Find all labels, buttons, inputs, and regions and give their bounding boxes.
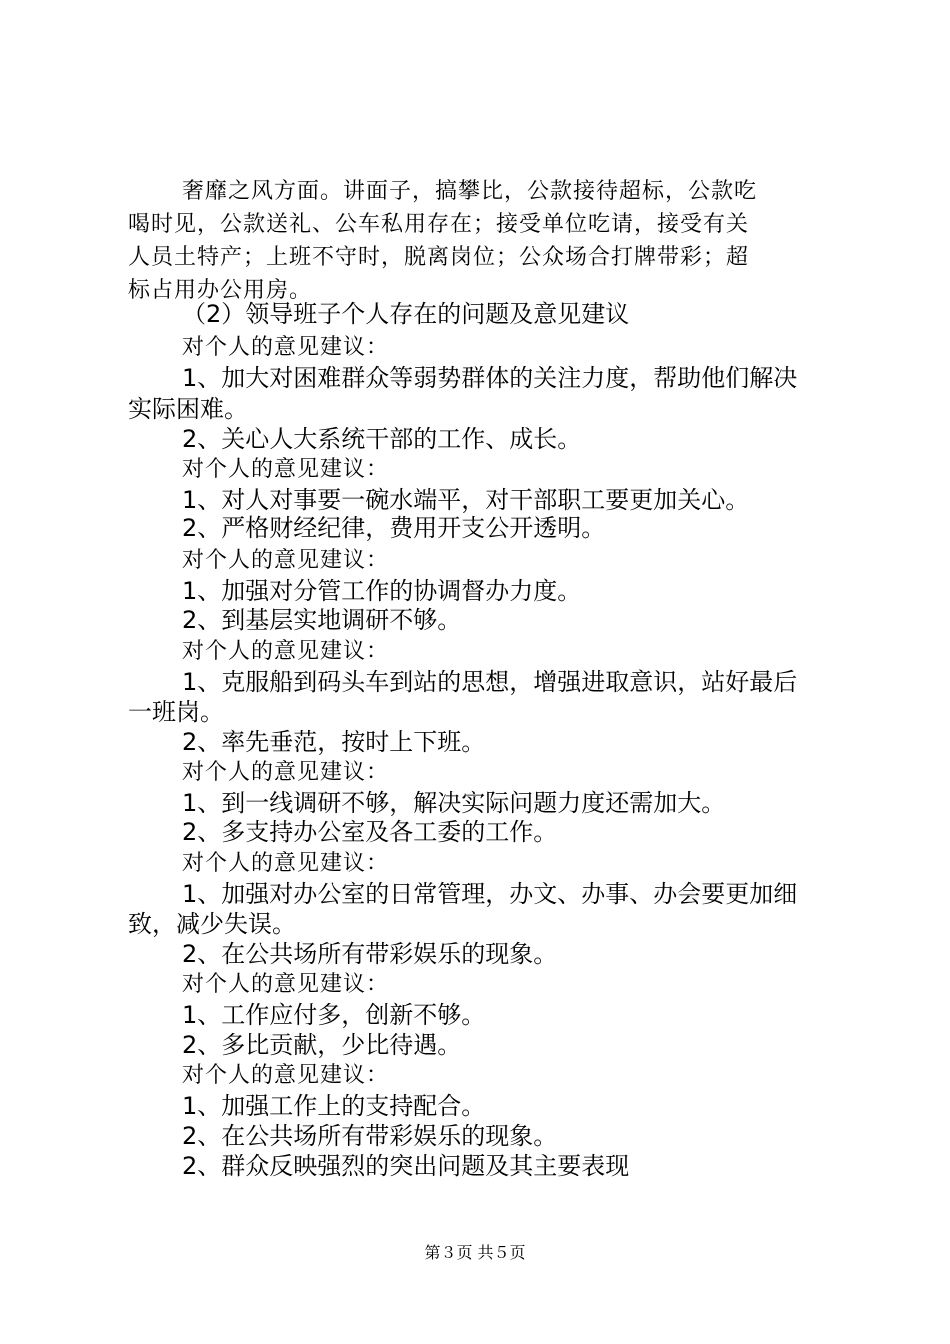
suggestion-item-cont: 致，减少失误。 [128, 910, 296, 938]
suggestion-heading: 对个人的意见建议： [182, 639, 390, 664]
suggestion-heading: 对个人的意见建议： [182, 1063, 390, 1088]
suggestion-heading: 对个人的意见建议： [182, 760, 390, 785]
suggestion-item: 1、加强对办公室的日常管理，办文、办事、办会要更加细 [182, 880, 798, 908]
suggestion-item: 2、多比贡献，少比待遇。 [182, 1031, 462, 1059]
suggestion-item: 2、在公共场所有带彩娱乐的现象。 [182, 1122, 558, 1150]
suggestion-heading: 对个人的意见建议： [182, 972, 390, 997]
intro-line-2: 喝时见，公款送礼、公车私用存在；接受单位吃请，接受有关 [128, 212, 750, 237]
intro-line-3: 人员土特产；上班不守时，脱离岗位；公众场合打牌带彩；超 [128, 245, 750, 270]
suggestion-item: 2、多支持办公室及各工委的工作。 [182, 818, 558, 846]
suggestion-item: 2、关心人大系统干部的工作、成长。 [182, 425, 582, 453]
suggestion-heading: 对个人的意见建议： [182, 548, 390, 573]
suggestion-item: 1、克服船到码头车到站的思想，增强进取意识，站好最后 [182, 668, 798, 696]
intro-line-4: 标占用办公用房。 [128, 278, 313, 303]
suggestion-item: 1、工作应付多，创新不够。 [182, 1001, 486, 1029]
suggestion-item: 2、严格财经纪律，费用开支公开透明。 [182, 514, 606, 542]
suggestion-heading: 对个人的意见建议： [182, 457, 390, 482]
suggestion-heading: 对个人的意见建议： [182, 851, 390, 876]
suggestion-item: 1、对人对事要一碗水端平，对干部职工要更加关心。 [182, 486, 750, 514]
suggestion-item: 2、率先垂范，按时上下班。 [182, 728, 486, 756]
suggestion-item: 1、到一线调研不够，解决实际问题力度还需加大。 [182, 789, 726, 817]
suggestion-item: 2、到基层实地调研不够。 [182, 606, 462, 634]
page-number-footer: 第３页 共５页 [424, 1243, 526, 1262]
suggestion-item: 1、加大对困难群众等弱势群体的关注力度，帮助他们解决 [182, 364, 798, 392]
suggestion-item: 2、在公共场所有带彩娱乐的现象。 [182, 940, 558, 968]
suggestion-item: 1、加强对分管工作的协调督办力度。 [182, 577, 582, 605]
section-heading: （2）领导班子个人存在的问题及意见建议 [182, 300, 630, 328]
suggestion-item: 1、加强工作上的支持配合。 [182, 1092, 486, 1120]
subsection-heading: 2、群众反映强烈的突出问题及其主要表现 [182, 1152, 630, 1180]
suggestion-heading: 对个人的意见建议： [182, 335, 390, 360]
intro-line-1: 奢靡之风方面。讲面子，搞攀比，公款接待超标，公款吃 [182, 179, 758, 204]
suggestion-item-cont: 一班岗。 [128, 698, 224, 726]
suggestion-item-cont: 实际困难。 [128, 395, 248, 423]
